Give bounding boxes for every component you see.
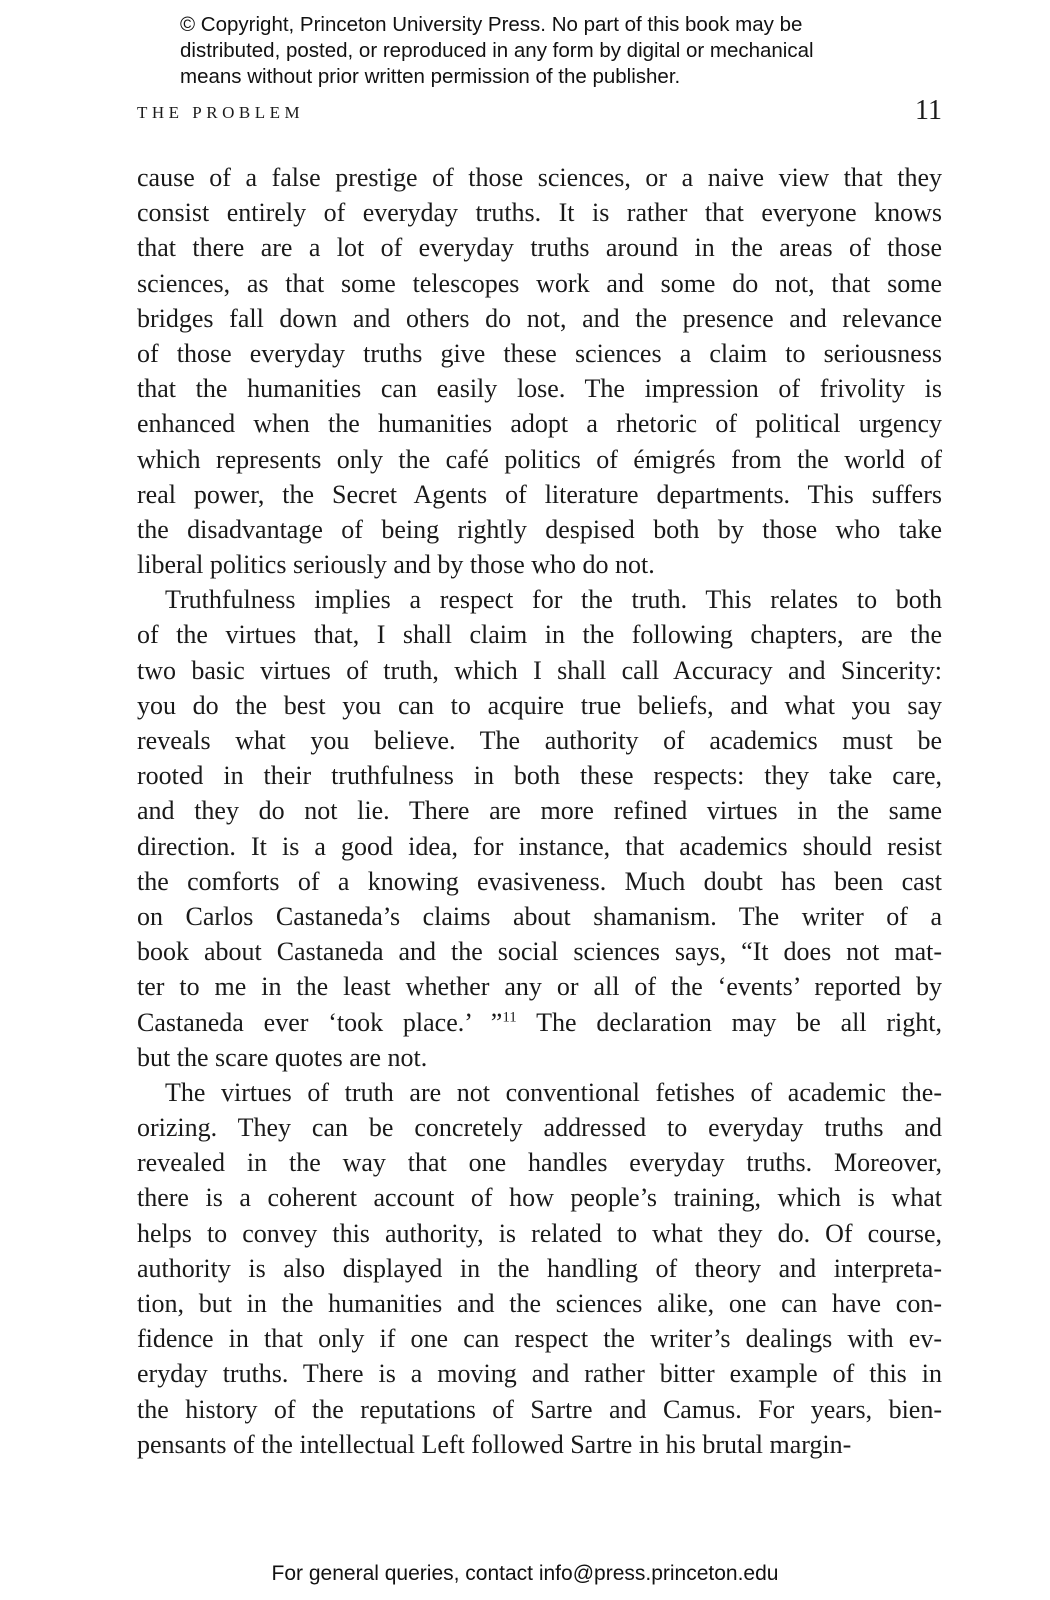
text-line: you do the best you can to acquire true beliefs, and what you say — [137, 690, 942, 720]
page-number: 11 — [915, 95, 942, 126]
text-line: the history of the reputations of Sartre and Camus. For years, bien- — [137, 1394, 942, 1424]
text-line: cause of a false prestige of those sciences, or a naive view that they — [137, 163, 942, 192]
running-head: THE PROBLEM — [137, 103, 305, 122]
text-line: Truthfulness implies a respect for the truth. This relates to both — [165, 585, 942, 615]
text-line: but the scare quotes are not. — [137, 1042, 428, 1072]
text-line: helps to convey this authority, is related to what they do. Of course, — [137, 1218, 942, 1248]
text-line: that there are a lot of everyday truths around in the areas of those — [137, 233, 942, 263]
text-line: reveals what you believe. The authority of academics must be — [137, 726, 942, 755]
body-text — [137, 160, 942, 1462]
text-line: sciences, as that some telescopes work and some do not, that some — [137, 268, 942, 298]
text-line: bridges fall down and others do not, and the presence and relevance — [137, 303, 942, 333]
copyright-notice — [180, 12, 940, 90]
text-line: rooted in their truthfulness in both these respects: they take care, — [137, 761, 942, 791]
text-line: pensants of the intellectual Left followed Sartre in his brutal margin- — [137, 1429, 852, 1459]
text-line: direction. It is a good idea, for instance, that academics should resist — [137, 831, 942, 861]
text-line: that the humanities can easily lose. The impression of frivolity is — [137, 374, 942, 404]
text-line: two basic virtues of truth, which I shall call Accuracy and Sincerity: — [137, 655, 942, 685]
text-line: on Carlos Castaneda’s claims about shamanism. The writer of a — [137, 901, 942, 931]
text-line: real power, the Secret Agents of literature departments. This suffers — [137, 479, 942, 509]
text-line: there is a coherent account of how people’s training, which is what — [137, 1183, 942, 1213]
text-line: ter to me in the least whether any or all of the ‘events’ reported by — [137, 972, 942, 1002]
footnote-marker: 11 — [502, 1008, 517, 1025]
text-line: eryday truths. There is a moving and rather bitter example of this in — [137, 1359, 942, 1389]
text-line: authority is also displayed in the handling of theory and interpreta- — [137, 1253, 942, 1283]
text-line: orizing. They can be concretely addressed to everyday truths and — [137, 1113, 942, 1143]
footer-contact: For general queries, contact info@press.princeton.edu — [271, 1562, 779, 1585]
text-line: the comforts of a knowing evasiveness. Much doubt has been cast — [137, 866, 942, 896]
text-line: The virtues of truth are not conventional fetishes of academic the- — [165, 1077, 942, 1107]
text-line: book about Castaneda and the social sciences says, “It does not mat- — [137, 937, 942, 967]
text-line: and they do not lie. There are more refined virtues in the same — [137, 796, 942, 826]
text-line: Castaneda ever ‘took place.’ ”$^{11}$ The declaration may be all right, — [137, 1007, 942, 1037]
text-line: which represents only the café politics of émigrés from the world of — [137, 444, 942, 474]
text-line: tion, but in the humanities and the sciences alike, one can have con- — [137, 1289, 942, 1318]
text-line: the disadvantage of being rightly despised both by those who take — [137, 514, 942, 544]
text-line: enhanced when the humanities adopt a rhetoric of political urgency — [137, 409, 942, 439]
text-line: liberal politics seriously and by those who do not. — [137, 550, 655, 580]
copyright-line: means without prior written permission of the publisher. — [180, 65, 681, 88]
text-line: of those everyday truths give these sciences a claim to seriousness — [137, 338, 942, 368]
text-line: fidence in that only if one can respect the writer’s dealings with ev- — [137, 1324, 942, 1354]
text-line: consist entirely of everyday truths. It is rather that everyone knows — [137, 198, 942, 228]
copyright-line: distributed, posted, or reproduced in any form by digital or mechanical — [180, 39, 814, 62]
text-line: revealed in the way that one handles everyday truths. Moreover, — [137, 1148, 942, 1178]
copyright-line: © Copyright, Princeton University Press. No part of this book may be — [180, 13, 803, 36]
text-line: of the virtues that, I shall claim in the following chapters, are the — [137, 620, 942, 650]
